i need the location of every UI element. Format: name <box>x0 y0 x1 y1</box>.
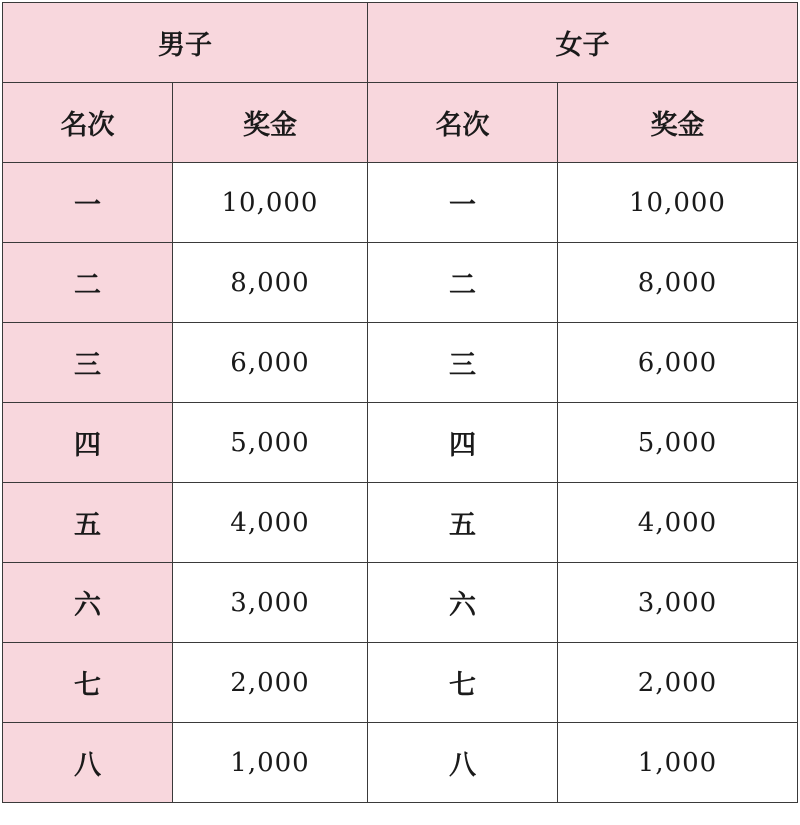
men-rank-cell: 七 <box>3 643 173 723</box>
women-prize-cell: 4,000 <box>558 483 798 563</box>
women-rank-cell: 七 <box>368 643 558 723</box>
men-prize-cell: 1,000 <box>173 723 368 803</box>
women-prize-cell: 8,000 <box>558 243 798 323</box>
women-rank-cell: 三 <box>368 323 558 403</box>
table-row <box>3 243 798 323</box>
women-rank-cell: 八 <box>368 723 558 803</box>
men-prize-cell: 3,000 <box>173 563 368 643</box>
men-prize-cell: 2,000 <box>173 643 368 723</box>
women-prize-cell: 3,000 <box>558 563 798 643</box>
women-prize-cell: 5,000 <box>558 403 798 483</box>
men-prize-cell: 8,000 <box>173 243 368 323</box>
men-prize-cell: 4,000 <box>173 483 368 563</box>
men-group-header: 男子 <box>3 3 368 83</box>
women-prize-cell: 2,000 <box>558 643 798 723</box>
table-row <box>3 563 798 643</box>
men-rank-header: 名次 <box>3 83 173 163</box>
women-rank-cell: 六 <box>368 563 558 643</box>
women-prize-cell: 1,000 <box>558 723 798 803</box>
men-rank-cell: 六 <box>3 563 173 643</box>
women-prize-cell: 6,000 <box>558 323 798 403</box>
table-row <box>3 723 798 803</box>
women-prize-header: 奖金 <box>558 83 798 163</box>
men-rank-cell: 一 <box>3 163 173 243</box>
women-rank-cell: 四 <box>368 403 558 483</box>
women-prize-cell: 10,000 <box>558 163 798 243</box>
women-rank-cell: 一 <box>368 163 558 243</box>
column-header-row <box>3 83 798 163</box>
men-prize-cell: 6,000 <box>173 323 368 403</box>
table-row <box>3 483 798 563</box>
women-rank-header: 名次 <box>368 83 558 163</box>
men-prize-cell: 10,000 <box>173 163 368 243</box>
prize-table-container <box>2 2 797 803</box>
men-rank-cell: 二 <box>3 243 173 323</box>
men-rank-cell: 八 <box>3 723 173 803</box>
men-prize-cell: 5,000 <box>173 403 368 483</box>
men-prize-header: 奖金 <box>173 83 368 163</box>
men-rank-cell: 三 <box>3 323 173 403</box>
table-row <box>3 403 798 483</box>
group-header-row <box>3 3 798 83</box>
prize-table <box>2 2 798 803</box>
women-group-header: 女子 <box>368 3 798 83</box>
men-rank-cell: 四 <box>3 403 173 483</box>
women-rank-cell: 二 <box>368 243 558 323</box>
table-row <box>3 643 798 723</box>
men-rank-cell: 五 <box>3 483 173 563</box>
table-row <box>3 323 798 403</box>
women-rank-cell: 五 <box>368 483 558 563</box>
table-row <box>3 163 798 243</box>
